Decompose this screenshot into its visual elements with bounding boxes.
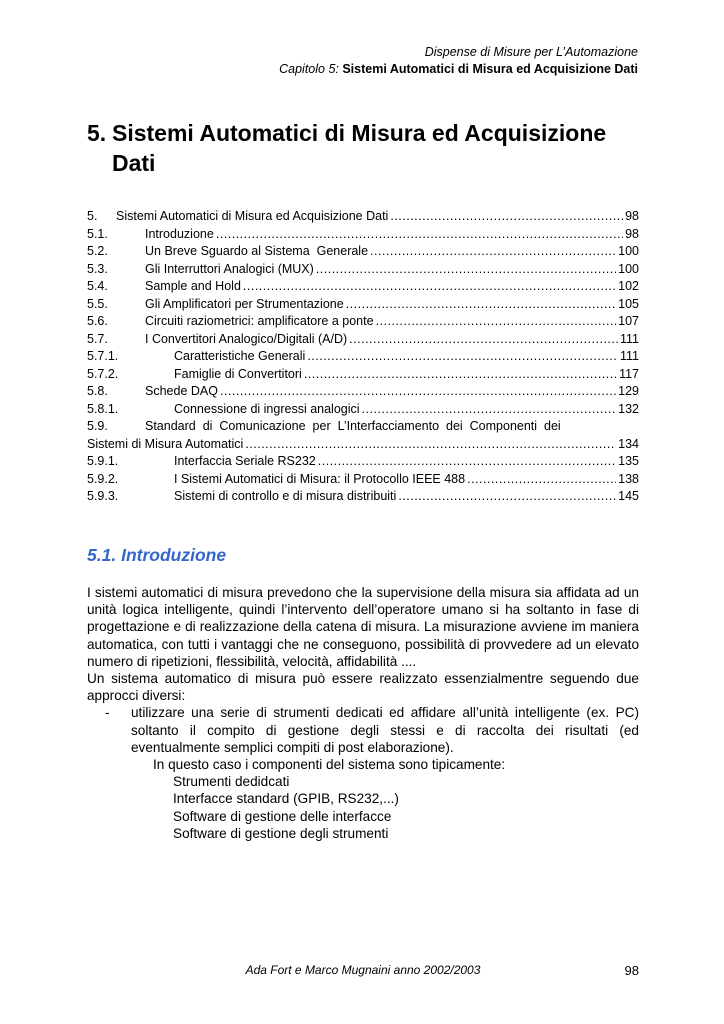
header-chapter-title: Sistemi Automatici di Misura ed Acquisizione Dati (342, 62, 638, 76)
toc-leader (216, 227, 623, 241)
toc-leader (398, 489, 616, 503)
toc-entry[interactable] (87, 472, 639, 490)
sub-list-intro: In questo caso i componenti del sistema sono tipicamente: (153, 757, 506, 773)
toc-page: 100 (618, 261, 639, 276)
toc-number: 5.5. (87, 296, 108, 311)
toc-entry[interactable] (87, 402, 639, 420)
header-chapter-prefix: Capitolo 5: (279, 62, 343, 76)
toc-page: 105 (618, 296, 639, 311)
sub-list-item: Interfacce standard (GPIB, RS232,...) (173, 791, 399, 807)
toc-title: Introduzione (145, 226, 214, 241)
section-heading (87, 545, 226, 566)
toc-number: 5.9.2. (87, 471, 119, 486)
toc-title-continuation: Sistemi di Misura Automatici (87, 436, 244, 451)
toc-page: 117 (619, 366, 639, 381)
page-number: 98 (624, 963, 639, 978)
toc-leader (349, 332, 618, 346)
toc-title: Interfaccia Seriale RS232 (174, 454, 316, 468)
toc-leader (390, 209, 623, 223)
toc-page: 107 (618, 314, 639, 328)
table-of-contents (87, 209, 639, 507)
toc-page: 135 (618, 454, 639, 468)
toc-page: 138 (618, 471, 639, 486)
toc-number: 5.9.1. (87, 454, 119, 468)
chapter-title (87, 118, 647, 178)
toc-page: 98 (625, 209, 639, 223)
header-course: Dispense di Misure per L’Automazione (424, 45, 638, 59)
toc-title: Famiglie di Convertitori (174, 366, 302, 381)
toc-leader (304, 367, 617, 381)
sub-list-item: Software di gestione delle interfacce (173, 808, 392, 824)
toc-page: 129 (618, 384, 639, 398)
section-number: 5.1. (87, 545, 117, 565)
toc-entry[interactable] (87, 332, 639, 350)
toc-number: 5.4. (87, 279, 108, 293)
paragraph: I sistemi automatici di misura prevedono che la supervisione della misura sia affidata ad un unità logica intelligente, quindi l’intervento dell’operatore umano si ha soltanto in fase di progettazione e di realizzazione della catena di misura. La misurazione avviene im maniera automatica, con tutti i vantaggi che ne conseguono, possibilità di provvedere ad un elevato numero di ripetizioni, flessibilità, velocità, affidabilità .... (87, 585, 639, 669)
toc-page: 134 (618, 436, 639, 451)
toc-number: 5.7.2. (87, 366, 119, 381)
sub-list-item: Software di gestione degli strumenti (173, 825, 389, 841)
toc-page: 111 (619, 331, 639, 346)
toc-entry[interactable] (87, 349, 639, 367)
toc-leader (316, 262, 616, 276)
bullet-text: utilizzare una serie di strumenti dedicati ed affidare all’unità intelligente (ex. PC) soltanto il compito di gestione degli stessi e di raccolta dei risultati (ed eventualmente semplici compiti di post elaborazione). (131, 705, 639, 755)
bullet-item (87, 704, 639, 756)
toc-title: Caratteristiche Generali (174, 349, 306, 363)
paragraph: Un sistema automatico di misura può essere realizzato essenzialmentre seguendo due approcci diversi: (87, 671, 639, 704)
toc-number: 5.2. (87, 244, 108, 258)
toc-entry-multiline[interactable] (87, 419, 639, 437)
bullet-dash: - (105, 705, 110, 721)
toc-leader (220, 384, 616, 398)
toc-title: Standard di Comunicazione per L’Interfacciamento dei Componenti dei (145, 419, 561, 433)
sub-list-item: Strumenti dedidcati (173, 774, 290, 790)
toc-entry-continuation[interactable] (87, 437, 639, 455)
toc-page: 98 (625, 226, 639, 241)
toc-page: 145 (618, 489, 639, 503)
toc-title: Sistemi di controllo e di misura distribuiti (174, 489, 397, 503)
toc-title: I Convertitori Analogico/Digitali (A/D) (145, 331, 348, 346)
toc-entry[interactable] (87, 314, 639, 332)
toc-title: Sistemi Automatici di Misura ed Acquisizione Dati (116, 209, 389, 223)
toc-leader (370, 244, 616, 258)
toc-entry[interactable] (87, 367, 639, 385)
toc-number: 5.9. (87, 419, 108, 433)
body-text (87, 584, 639, 842)
toc-title: Gli Amplificatori per Strumentazione (145, 296, 344, 311)
toc-number: 5.3. (87, 261, 108, 276)
toc-number: 5.7.1. (87, 349, 119, 363)
toc-entry[interactable] (87, 489, 639, 507)
toc-leader (307, 349, 618, 363)
page-header (279, 44, 638, 78)
toc-number: 5.8.1. (87, 401, 119, 416)
toc-number: 5.6. (87, 314, 108, 328)
toc-number: 5.9.3. (87, 489, 119, 503)
toc-number: 5.1. (87, 226, 108, 241)
toc-title: Gli Interruttori Analogici (MUX) (145, 261, 314, 276)
toc-leader (467, 472, 616, 486)
toc-page: 100 (618, 244, 639, 258)
toc-leader (346, 297, 616, 311)
toc-entry[interactable] (87, 227, 639, 245)
toc-leader (245, 437, 616, 451)
toc-entry[interactable] (87, 454, 639, 472)
toc-page: 132 (618, 401, 639, 416)
toc-leader (243, 279, 616, 293)
toc-leader (376, 314, 617, 328)
section-title: Introduzione (121, 545, 227, 565)
toc-title: Schede DAQ (145, 384, 218, 398)
toc-title: Circuiti raziometrici: amplificatore a ponte (145, 314, 374, 328)
toc-leader (362, 402, 617, 416)
toc-entry[interactable] (87, 384, 639, 402)
toc-entry[interactable] (87, 209, 639, 227)
chapter-title-line2: Dati (112, 150, 156, 176)
toc-number: 5.7. (87, 331, 108, 346)
toc-title: Un Breve Sguardo al Sistema Generale (145, 244, 369, 258)
toc-entry[interactable] (87, 244, 639, 262)
toc-entry[interactable] (87, 262, 639, 280)
header-chapter (279, 61, 638, 78)
toc-page: 102 (618, 279, 639, 293)
toc-entry[interactable] (87, 279, 639, 297)
chapter-number: 5. (87, 120, 107, 146)
toc-entry[interactable] (87, 297, 639, 315)
footer-authors: Ada Fort e Marco Mugnaini anno 2002/2003 (245, 963, 481, 977)
toc-title: I Sistemi Automatici di Misura: il Protocollo IEEE 488 (174, 471, 466, 486)
toc-title: Connessione di ingressi analogici (174, 401, 360, 416)
toc-number: 5. (87, 209, 98, 223)
toc-leader (318, 454, 616, 468)
toc-page: 111 (619, 349, 639, 363)
toc-number: 5.8. (87, 384, 108, 398)
chapter-title-line1: Sistemi Automatici di Misura ed Acquisizione (112, 120, 607, 146)
toc-title: Sample and Hold (145, 279, 241, 293)
